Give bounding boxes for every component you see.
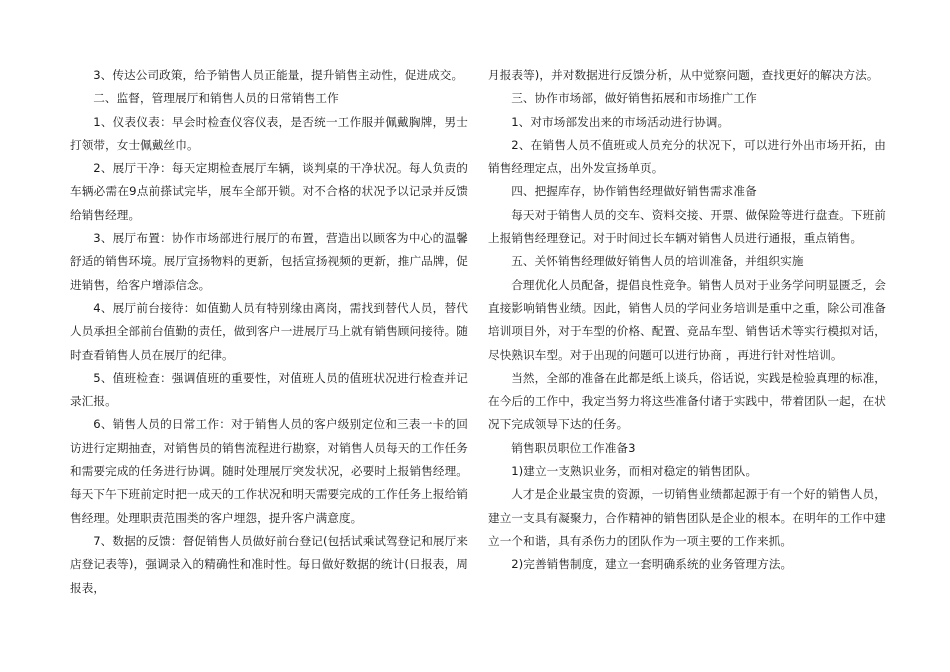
paragraph: 5、值班检查：强调值班的重要性，对值班人员的值班状况进行检查并记录汇报。 [70,370,468,409]
paragraph: 每天对于销售人员的交车、资料交接、开票、做保险等进行盘查。下班前上报销售经理登记。对于时间过长车辆对销售人员进行通报，重点销售。 [488,207,886,246]
paragraph: 1、仪表仪表：早会时检查仪容仪表，是否统一工作服并佩戴胸牌，男士打领带，女士佩戴丝巾。 [70,114,468,152]
paragraph: 2、在销售人员不值班或人员充分的状况下，可以进行外出市场开拓，由销售经理定点，出外发宣扬单页。 [488,137,886,176]
paragraph: 2)完善销售制度，建立一套明确系统的业务管理方法。 [511,557,793,572]
paragraph: 6、销售人员的日常工作：对于销售人员的客户级别定位和三表一卡的回访进行定期抽查，对销售员的销售流程进行勘察，对销售人员每天的工作任务和需要完成的任务进行协调。随时处理展厅突发状况，必要时上报销售经理。每天下午下班前定时把一成天的工作状况和明天需要完成的工作任务上报给销售经理。处理职责范围类的客户埋怨，提升客户满意度。 [70,417,468,525]
paragraph: 2、展厅干净：每天定期检查展厅车辆，谈判桌的干净状况。每人负责的车辆必需在9点前搽试完毕，展车全部开锁。对不合格的状况予以记录并反馈给销售经理。 [70,161,468,222]
section-heading: 三、协作市场部，做好销售拓展和市场推广工作 [511,91,757,106]
paragraph: 7、数据的反馈：督促销售人员做好前台登记(包括试乘试驾登记和展厅来店登记表等)，强调录入的精确性和准时性。每日做好数据的统计(日报表，周报表， [70,533,468,595]
paragraph: 人才是企业最宝贵的资源，一切销售业绩都起源于有一个好的销售人员，建立一支具有凝聚力，合作精神的销售团队是企业的根本。在明年的工作中建立一个和谐，具有杀伤力的团队作为一项主要的工作来抓。 [488,487,886,548]
paragraph: 3、传达公司政策，给予销售人员正能量，提升销售主动性，促进成交。 [93,68,464,82]
section-heading: 五、关怀销售经理做好销售人员的培训准备，并组织实施 [511,254,804,269]
paragraph: 1)建立一支熟识业务，而相对稳定的销售团队。 [511,464,758,479]
paragraph: 1、对市场部发出来的市场活动进行协调。 [511,114,730,129]
paragraph-continuation: 月报表等)，并对数据进行反馈分析，从中觉察问题，查找更好的解决方法。 [488,68,879,82]
paragraph: 4、展厅前台接待：如值勤人员有特别缘由离岗，需找到替代人员，替代人员承担全部前台值勤的责任，做到客户一进展厅马上就有销售顾问接待。随时查看销售人员在展厅的纪律。 [70,300,468,362]
paragraph: 合理优化人员配备，提倡良性竞争。销售人员对于业务学问明显匮乏，会直接影响销售业绩。因此，销售人员的学问业务培训是重中之重，除公司准备培训项目外，对于车型的价格、配置、竞品车型、销售话术等实行模拟对话，尽快熟识车型。对于出现的问题可以进行协商 ，再进行针对性培训。 [488,277,886,362]
paragraph: 3、展厅布置：协作市场部进行展厅的布置，营造出以顾客为中心的温馨舒适的销售环境。展厅宣扬物料的更新，包括宣扬视频的更新，推广品牌，促进销售，给客户增添信念。 [70,231,468,292]
section-title: 销售职员职位工作准备3 [511,440,636,455]
section-heading: 四、把握库存，协作销售经理做好销售需求准备 [511,184,757,199]
paragraph: 当然，全部的准备在此都是纸上谈兵，俗话说，实践是检验真理的标准，在今后的工作中，我定当努力将这些准备付诸于实践中，带着团队一起，在状况下完成领导下达的任务。 [488,370,886,432]
right-column [488,64,886,577]
section-heading: 二、监督，管理展厅和销售人员的日常销售工作 [93,91,339,106]
left-column [70,64,468,600]
